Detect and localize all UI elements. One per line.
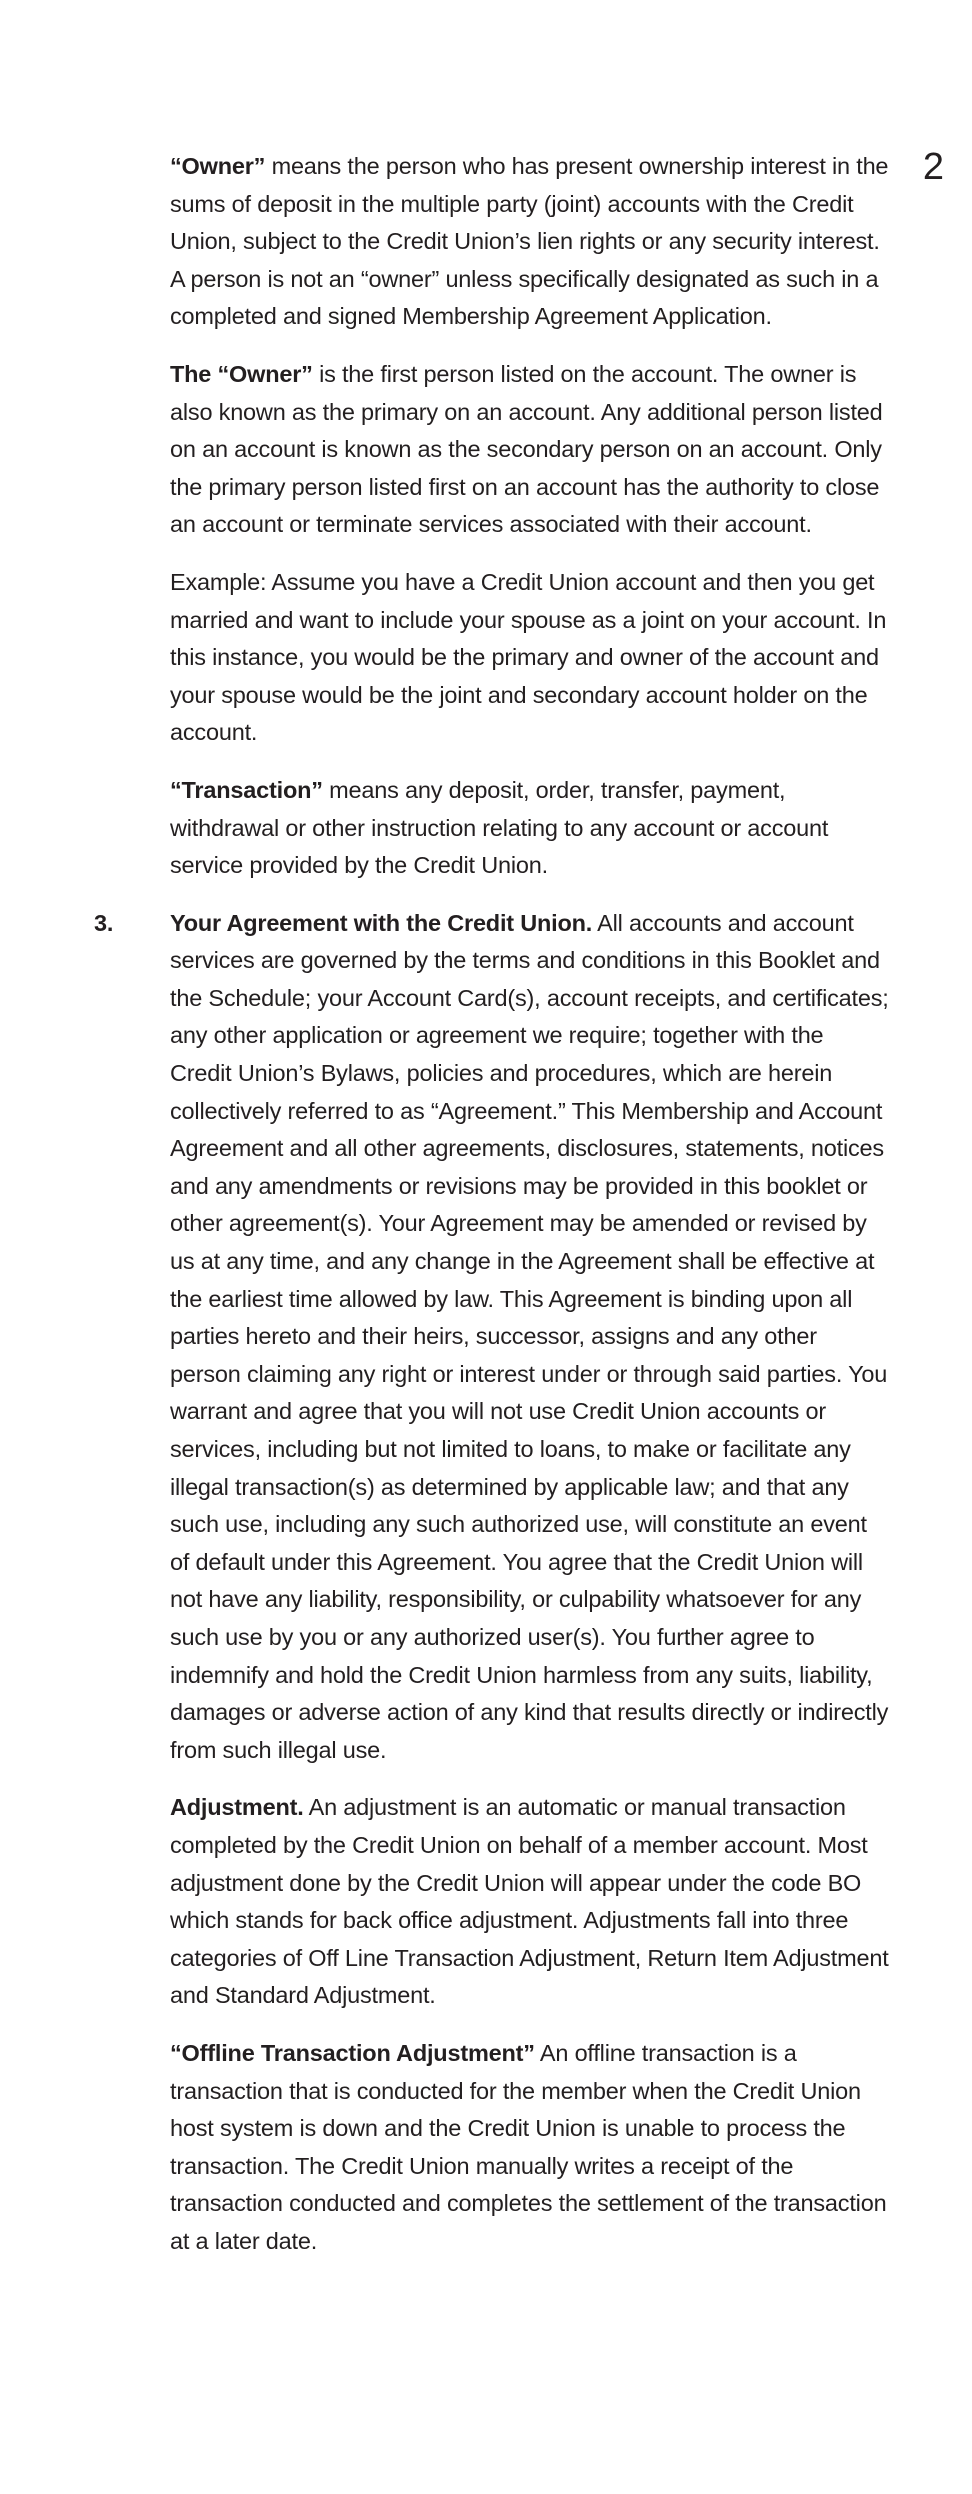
section-number: 3. xyxy=(94,909,114,936)
section-3-agreement xyxy=(94,905,890,1770)
adjustment-definition xyxy=(170,1789,890,2015)
example-paragraph xyxy=(170,564,890,752)
primary-owner-term: The “Owner” xyxy=(170,360,313,387)
transaction-term: “Transaction” xyxy=(170,776,323,803)
page-number: 2 xyxy=(922,146,944,188)
offline-adjustment-definition xyxy=(170,2035,890,2261)
example-text: Example: Assume you have a Credit Union account and then you get married and want to include your spouse as a joint on your account. In this instance, you would be the primary and owner of the account and your spouse would be the joint and secondary account holder on the account. xyxy=(170,568,887,746)
primary-owner-text: is the first person listed on the account. The owner is also known as the primary on an account. Any additional person listed on an account is known as the secondary person on an account. Only the primary person listed first on an account has the authority to close an account or terminate services associated with their account. xyxy=(170,360,883,538)
document-body xyxy=(94,148,890,2280)
owner-definition xyxy=(170,148,890,336)
transaction-definition-text: means any deposit, order, transfer, payment, withdrawal or other instruction relating to any account or account service provided by the Credit Union. xyxy=(170,776,829,879)
adjustment-term: Adjustment. xyxy=(170,1794,304,1821)
agreement-heading: Your Agreement with the Credit Union. xyxy=(170,909,593,936)
owner-definition-text: means the person who has present ownership interest in the sums of deposit in the multiple party (joint) accounts with the Credit Union, subject to the Credit Union’s lien rights or any security interest. A person is not an “owner” unless specifically designated as such in a completed and signed Membership Agreement Application. xyxy=(170,153,889,330)
transaction-definition xyxy=(170,772,890,885)
agreement-text: All accounts and account services are governed by the terms and conditions in this Booklet and the Schedule; your Account Card(s), account receipts, and certificates; any other application or agreement we require; together with the Credit Union’s Bylaws, policies and procedures, which are herein collectively referred to as “Agreement.” This Membership and Account Agreement and all other agreements, disclosures, statements, notices and any amendments or revisions may be provided in this booklet or other agreement(s). Your Agreement may be amended or revised by us at any time, and any change in the Agreement shall be effective at the earliest time allowed by law. This Agreement is binding upon all parties hereto and their heirs, successor, assigns and any other person claiming any right or interest under or through said parties. You warrant and agree that you will not use Credit Union accounts or services, including but not limited to loans, to make or facilitate any illegal transaction(s) as determined by applicable law; and that any such use, including any such authorized use, will constitute an event of default under this Agreement. You agree that the Credit Union will not have any liability, responsibility, or culpability whatsoever for any such use by you or any authorized user(s). You further agree to indemnify and hold the Credit Union harmless from any suits, liability, damages or adverse action of any kind that results directly or indirectly from such illegal use. xyxy=(170,909,889,1763)
primary-owner-definition xyxy=(170,356,890,544)
owner-term: “Owner” xyxy=(170,153,266,179)
adjustment-text: An adjustment is an automatic or manual transaction completed by the Credit Union on behalf of a member account. Most adjustment done by the Credit Union will appear under the code BO which stands for back office adjustment. Adjustments fall into three categories of Off Line Transaction Adjustment, Return Item Adjustment and Standard Adjustment. xyxy=(170,1794,889,2009)
offline-adjustment-text: An offline transaction is a transaction that is conducted for the member when the Credit Union host system is down and the Credit Union is unable to process the transaction. The Credit Union manually writes a receipt of the transaction conducted and completes the settlement of the transaction at a later date. xyxy=(170,2039,887,2254)
offline-adjustment-term: “Offline Transaction Adjustment” xyxy=(170,2039,535,2066)
